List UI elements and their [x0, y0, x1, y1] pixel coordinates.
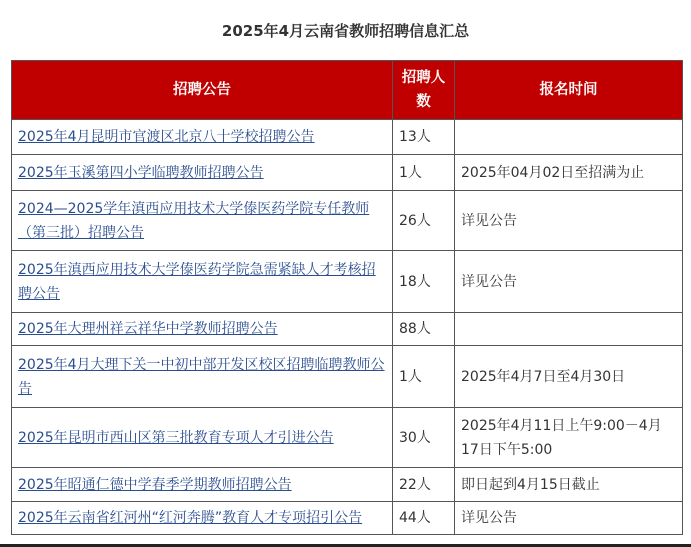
table-row	[12, 155, 683, 191]
notice-link[interactable]: 2025年昭通仁德中学春季学期教师招聘公告	[18, 476, 292, 493]
recruitment-table	[11, 60, 683, 535]
notice-cell	[12, 251, 393, 313]
notice-link[interactable]: 2025年昆明市西山区第三批教育专项人才引进公告	[18, 429, 334, 446]
notice-cell	[12, 346, 393, 408]
table-row	[12, 313, 683, 346]
count-cell: 88人	[393, 313, 455, 346]
header-notice: 招聘公告	[12, 61, 393, 120]
table-row	[12, 120, 683, 155]
header-time: 报名时间	[455, 61, 683, 120]
count-cell: 22人	[393, 468, 455, 502]
time-cell: 详见公告	[455, 191, 683, 251]
count-cell: 26人	[393, 191, 455, 251]
time-cell: 详见公告	[455, 251, 683, 313]
time-cell: 2025年04月02日至招满为止	[455, 155, 683, 191]
notice-link[interactable]: 2024—2025学年滇西应用技术大学傣医药学院专任教师（第三批）招聘公告	[18, 200, 370, 241]
table-header	[12, 61, 683, 120]
count-cell: 18人	[393, 251, 455, 313]
table-row	[12, 251, 683, 313]
count-cell: 44人	[393, 502, 455, 535]
page-title: 2025年4月云南省教师招聘信息汇总	[221, 22, 470, 40]
notice-cell	[12, 408, 393, 468]
notice-link[interactable]: 2025年大理州祥云祥华中学教师招聘公告	[18, 321, 278, 337]
notice-link[interactable]: 2025年4月大理下关一中初中部开发区校区招聘临聘教师公告	[18, 356, 385, 397]
notice-link[interactable]: 2025年玉溪第四小学临聘教师招聘公告	[18, 164, 264, 181]
notice-cell	[12, 313, 393, 346]
notice-cell	[12, 468, 393, 502]
notice-link[interactable]: 2025年云南省红河州“红河奔腾”教育人才专项招引公告	[18, 510, 363, 526]
count-cell: 1人	[393, 155, 455, 191]
table-row	[12, 408, 683, 468]
table-row	[12, 502, 683, 535]
count-cell: 30人	[393, 408, 455, 468]
notice-cell	[12, 502, 393, 535]
time-cell: 详见公告	[455, 502, 683, 535]
table-row	[12, 468, 683, 502]
count-cell: 13人	[393, 120, 455, 155]
notice-cell	[12, 191, 393, 251]
notice-cell	[12, 155, 393, 191]
table-row	[12, 191, 683, 251]
notice-link[interactable]: 2025年4月昆明市官渡区北京八十学校招聘公告	[18, 129, 315, 145]
time-cell: 即日起到4月15日截止	[455, 468, 683, 502]
count-cell: 1人	[393, 346, 455, 408]
time-cell	[455, 120, 683, 155]
notice-link[interactable]: 2025年滇西应用技术大学傣医药学院急需紧缺人才考核招聘公告	[18, 261, 376, 302]
table-row	[12, 346, 683, 408]
notice-cell	[12, 120, 393, 155]
time-cell	[455, 313, 683, 346]
time-cell: 2025年4月11日上午9:00－4月17日下午5:00	[455, 408, 683, 468]
header-count: 招聘人数	[393, 61, 455, 120]
time-cell: 2025年4月7日至4月30日	[455, 346, 683, 408]
